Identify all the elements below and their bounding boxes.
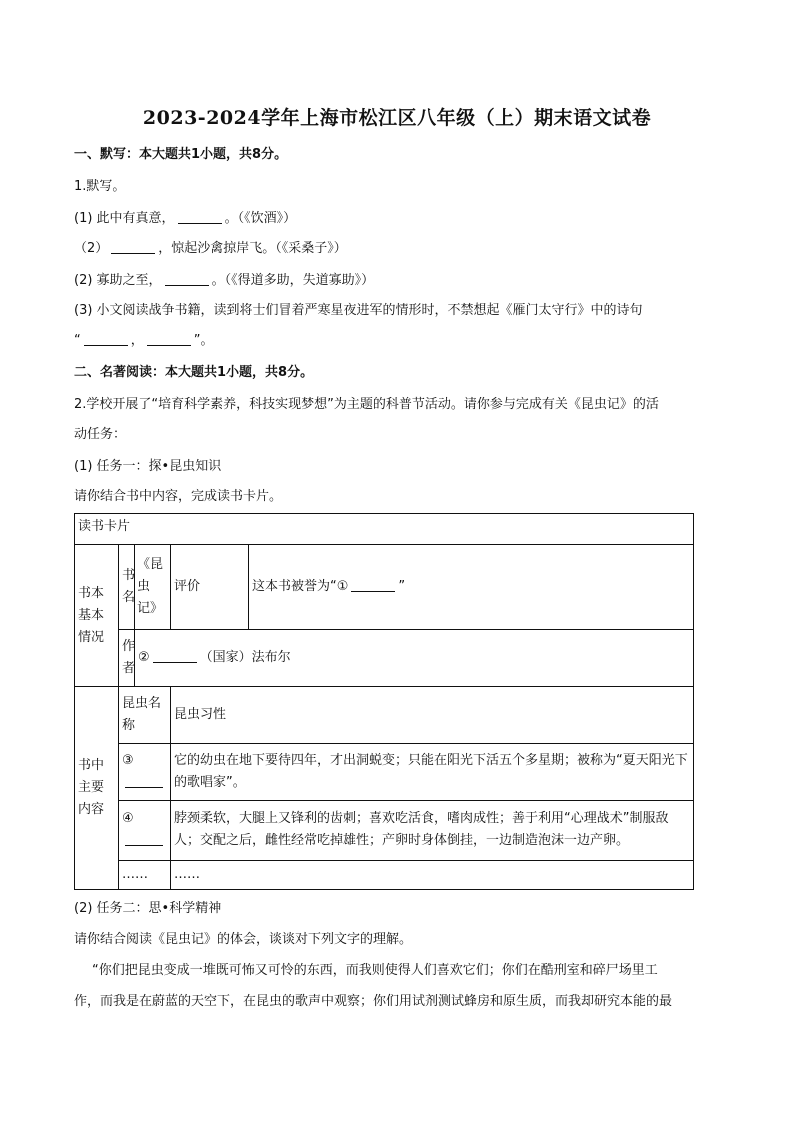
evaluation-text-post: ” xyxy=(398,579,406,595)
insect-habit-label: 昆虫习性 xyxy=(171,687,694,743)
insect-4-habit: 脖颈柔软，大腿上又锋利的齿刺；喜欢吃活食，嗜肉成性；善于利用“心理战术”制服敌人；交配之后，雌性经常吃掉雄性；产卵时身体倒挂，一边制造泡沫一边产卵。 xyxy=(171,801,694,860)
evaluation-text-pre: 这本书被誉为“① xyxy=(252,579,349,595)
insect-name-label: 昆虫名称 xyxy=(119,687,171,743)
quote-paragraph-line1: “你们把昆虫变成一堆既可怖又可怜的东西，而我则使得人们喜欢它们；你们在酷刑室和碎尸场里工 xyxy=(92,963,658,978)
author-pre: ② xyxy=(138,650,150,666)
task1-instruction: 请你结合书中内容，完成读书卡片。 xyxy=(74,489,283,504)
quote-close: ”。 xyxy=(193,333,214,348)
ellipsis-left: …… xyxy=(119,860,171,889)
main-content-label: 书中主要内容 xyxy=(75,687,119,890)
dictation-item-2 xyxy=(74,240,347,258)
book-name-label: 书名 xyxy=(119,545,135,630)
quote-open: “ xyxy=(74,333,81,348)
author-cell xyxy=(135,629,694,686)
section1-heading: 一、默写：本大题共1小题，共8分。 xyxy=(74,147,288,162)
question1-label: 1.默写。 xyxy=(74,179,126,194)
answer-blank[interactable] xyxy=(125,775,163,788)
insect-3-number: ③ xyxy=(122,753,134,769)
dictation-item-2-prefix: （2） xyxy=(74,241,109,256)
answer-blank[interactable] xyxy=(351,579,395,592)
evaluation-label: 评价 xyxy=(171,545,249,630)
question2-line1: 2.学校开展了“培育科学素养，科技实现梦想”为主题的科普节活动。请你参与完成有关《昆虫记》的活 xyxy=(74,397,659,412)
section2-heading: 二、名著阅读：本大题共1小题，共8分。 xyxy=(74,365,314,380)
dictation-item-3-prefix: (2) 寡助之至， xyxy=(74,273,162,288)
insect-3-cell xyxy=(119,743,171,800)
reading-card-table xyxy=(74,513,694,890)
author-post: （国家）法布尔 xyxy=(199,650,291,666)
dictation-item-1 xyxy=(74,210,296,228)
question2-line2: 动任务： xyxy=(74,427,127,442)
task2-instruction: 请你结合阅读《昆虫记》的体会，谈谈对下列文字的理解。 xyxy=(74,932,413,947)
dictation-item-1-prefix: (1) 此中有真意， xyxy=(74,211,175,226)
answer-blank[interactable] xyxy=(84,333,128,346)
answer-blank[interactable] xyxy=(153,650,197,663)
task1-label: (1) 任务一：探•昆虫知识 xyxy=(74,459,222,474)
ellipsis-right: …… xyxy=(171,860,694,889)
author-label: 作者 xyxy=(119,629,135,686)
dictation-item-1-suffix: 。（《饮酒》） xyxy=(224,211,297,226)
dictation-item-4: (3) 小文阅读战争书籍，读到将士们冒着严寒星夜进军的情形时，不禁想起《雁门太守行》中的诗句 xyxy=(74,303,643,318)
comma: ， xyxy=(130,333,144,348)
insect-4-cell xyxy=(119,801,171,860)
answer-blank[interactable] xyxy=(147,333,191,346)
insect-3-habit: 它的幼虫在地下要待四年，才出洞蜕变；只能在阳光下活五个多星期；被称为“夏天阳光下的歌唱家”。 xyxy=(171,743,694,800)
card-header: 读书卡片 xyxy=(75,514,694,545)
basic-info-label: 书本基本情况 xyxy=(75,545,119,687)
answer-blank[interactable] xyxy=(125,833,163,846)
dictation-item-3 xyxy=(74,272,374,290)
book-name: 《昆虫记》 xyxy=(135,545,171,630)
evaluation-cell xyxy=(249,545,694,630)
insect-4-number: ④ xyxy=(122,811,134,827)
dictation-item-4-blanks xyxy=(74,332,214,350)
answer-blank[interactable] xyxy=(165,273,209,286)
task2-label: (2) 任务二：思•科学精神 xyxy=(74,901,222,916)
dictation-item-3-suffix: 。（《得道多助，失道寡助》） xyxy=(211,273,375,288)
answer-blank[interactable] xyxy=(111,241,155,254)
dictation-item-2-suffix: ，惊起沙禽掠岸飞。（《采桑子》） xyxy=(158,241,347,256)
answer-blank[interactable] xyxy=(178,211,222,224)
quote-paragraph-line2: 作，而我是在蔚蓝的天空下，在昆虫的歌声中观察；你们用试剂测试蜂房和原生质，而我却研究本能的最 xyxy=(74,994,673,1009)
exam-title: 2023-2024学年上海市松江区八年级（上）期末语文试卷 xyxy=(142,107,652,129)
